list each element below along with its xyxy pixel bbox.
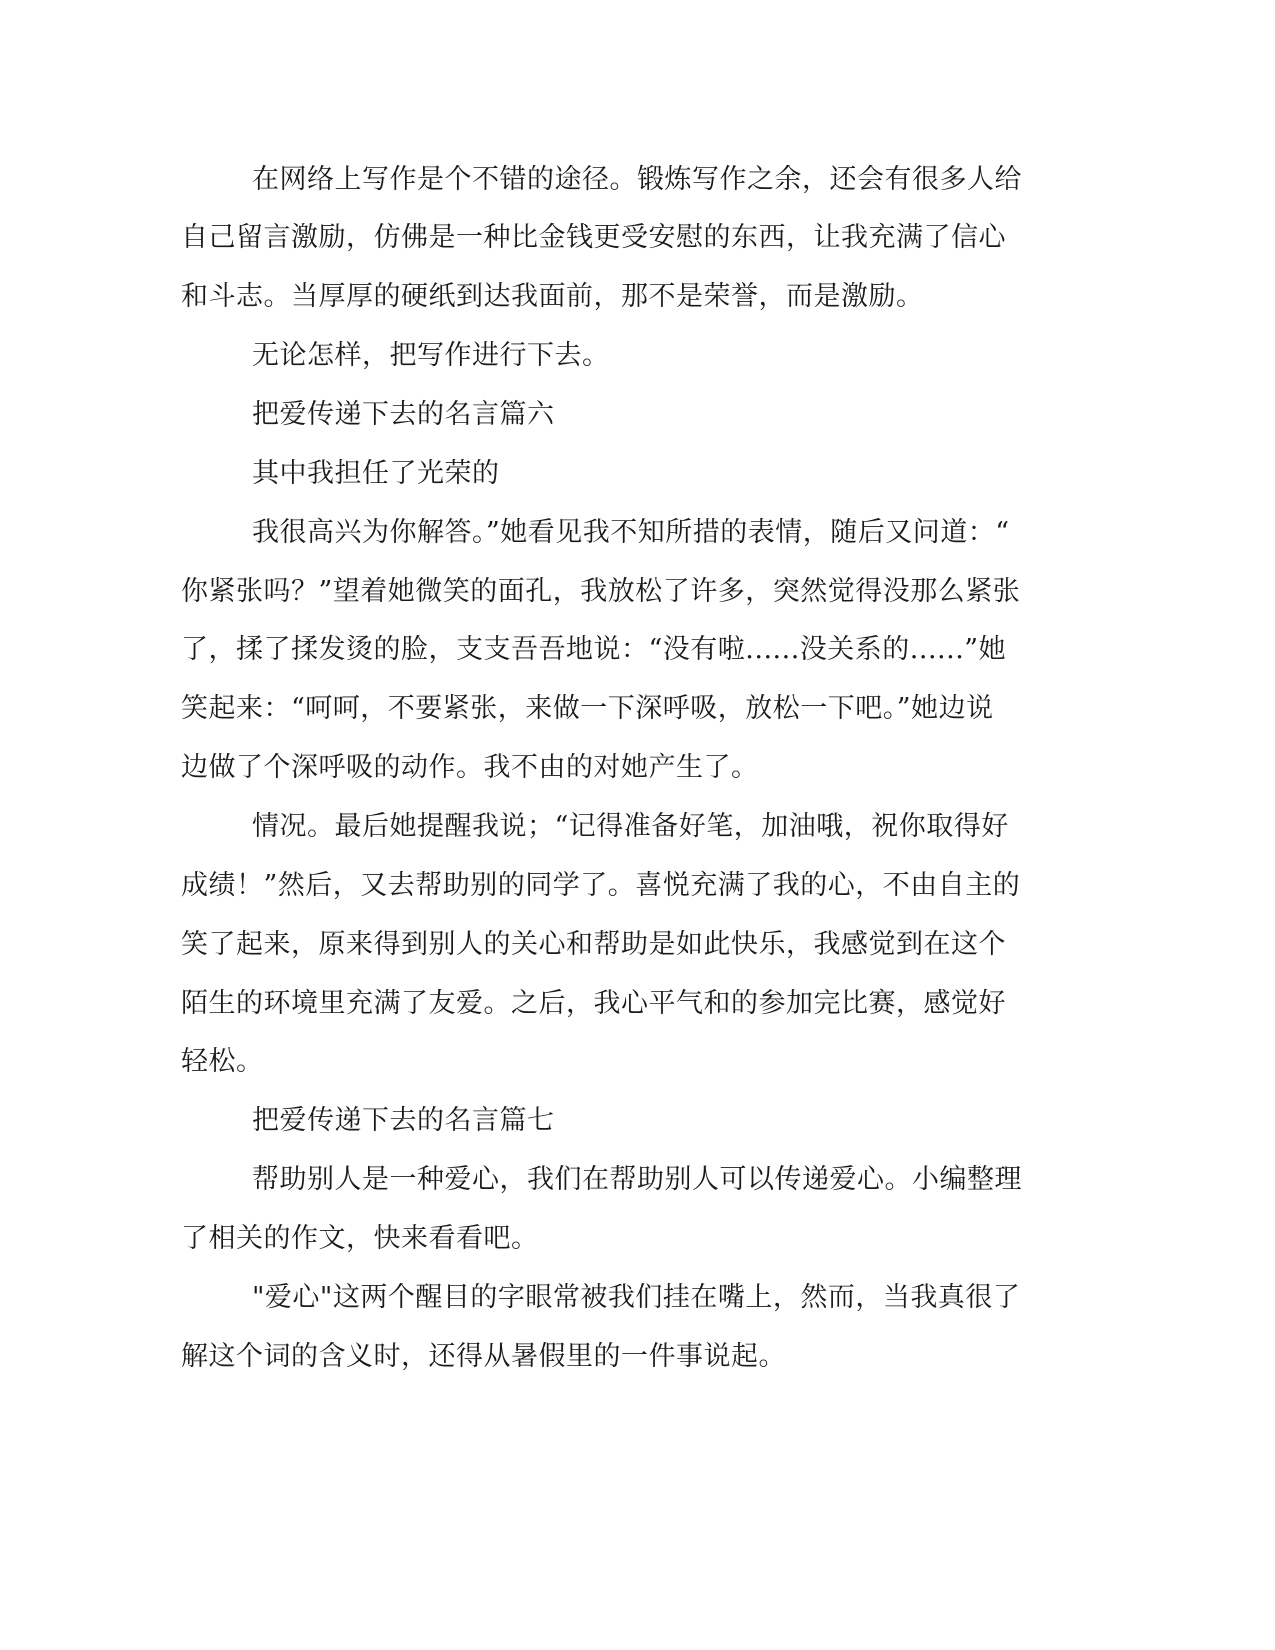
- line-text: 我很高兴为你解答。”她看见我不知所措的表情，随后又问道：“: [252, 517, 1010, 548]
- text-line: [0, 218, 1275, 258]
- line-text: 解这个词的含义时，还得从暑假里的一件事说起。: [181, 1341, 786, 1372]
- text-line: [0, 572, 1275, 612]
- line-text: 轻松。: [181, 1046, 264, 1077]
- line-text: 了，揉了揉发烫的脸，支支吾吾地说：“没有啦......没关系的......”她: [181, 634, 1007, 665]
- text-line: [0, 1042, 1275, 1082]
- line-text: 边做了个深呼吸的动作。我不由的对她产生了。: [181, 752, 759, 783]
- text-line: [0, 1160, 1275, 1200]
- line-text: 把爱传递下去的名言篇七: [252, 1105, 555, 1136]
- text-line: [0, 748, 1275, 788]
- line-text: 把爱传递下去的名言篇六: [252, 399, 555, 430]
- text-line: [0, 336, 1275, 376]
- section-heading: [0, 1101, 1275, 1141]
- text-line: [0, 1219, 1275, 1259]
- line-text: 笑了起来，原来得到别人的关心和帮助是如此快乐，我感觉到在这个: [181, 929, 1006, 960]
- line-text: "爱心"这两个醒目的字眼常被我们挂在嘴上，然而，当我真很了: [252, 1282, 1021, 1313]
- line-text: 陌生的环境里充满了友爱。之后，我心平气和的参加完比赛，感觉好: [181, 988, 1006, 1019]
- text-line: [0, 1337, 1275, 1377]
- line-text: 无论怎样，把写作进行下去。: [252, 340, 610, 371]
- text-line: [0, 277, 1275, 317]
- text-line: [0, 1278, 1275, 1318]
- text-line: [0, 984, 1275, 1024]
- line-text: 情况。最后她提醒我说；“记得准备好笔，加油哦，祝你取得好: [252, 811, 1009, 842]
- text-line: [0, 160, 1275, 200]
- section-heading: [0, 395, 1275, 435]
- line-text: 自己留言激励，仿佛是一种比金钱更受安慰的东西，让我充满了信心: [181, 222, 1006, 253]
- line-text: 了相关的作文，快来看看吧。: [181, 1223, 539, 1254]
- line-text: 你紧张吗？”望着她微笑的面孔，我放松了许多，突然觉得没那么紧张: [181, 576, 1021, 607]
- line-text: 和斗志。当厚厚的硬纸到达我面前，那不是荣誉，而是激励。: [181, 281, 924, 312]
- text-line: [0, 807, 1275, 847]
- text-line: [0, 454, 1275, 494]
- line-text: 笑起来：“呵呵，不要紧张，来做一下深呼吸，放松一下吧。”她边说: [181, 693, 994, 724]
- text-line: [0, 513, 1275, 553]
- text-line: [0, 630, 1275, 670]
- text-line: [0, 866, 1275, 906]
- line-text: 成绩！”然后，又去帮助别的同学了。喜悦充满了我的心，不由自主的: [181, 870, 1021, 901]
- text-line: [0, 925, 1275, 965]
- text-line: [0, 689, 1275, 729]
- line-text: 帮助别人是一种爱心，我们在帮助别人可以传递爱心。小编整理: [252, 1164, 1022, 1195]
- line-text: 其中我担任了光荣的: [252, 458, 500, 489]
- line-text: 在网络上写作是个不错的途径。锻炼写作之余，还会有很多人给: [252, 164, 1022, 195]
